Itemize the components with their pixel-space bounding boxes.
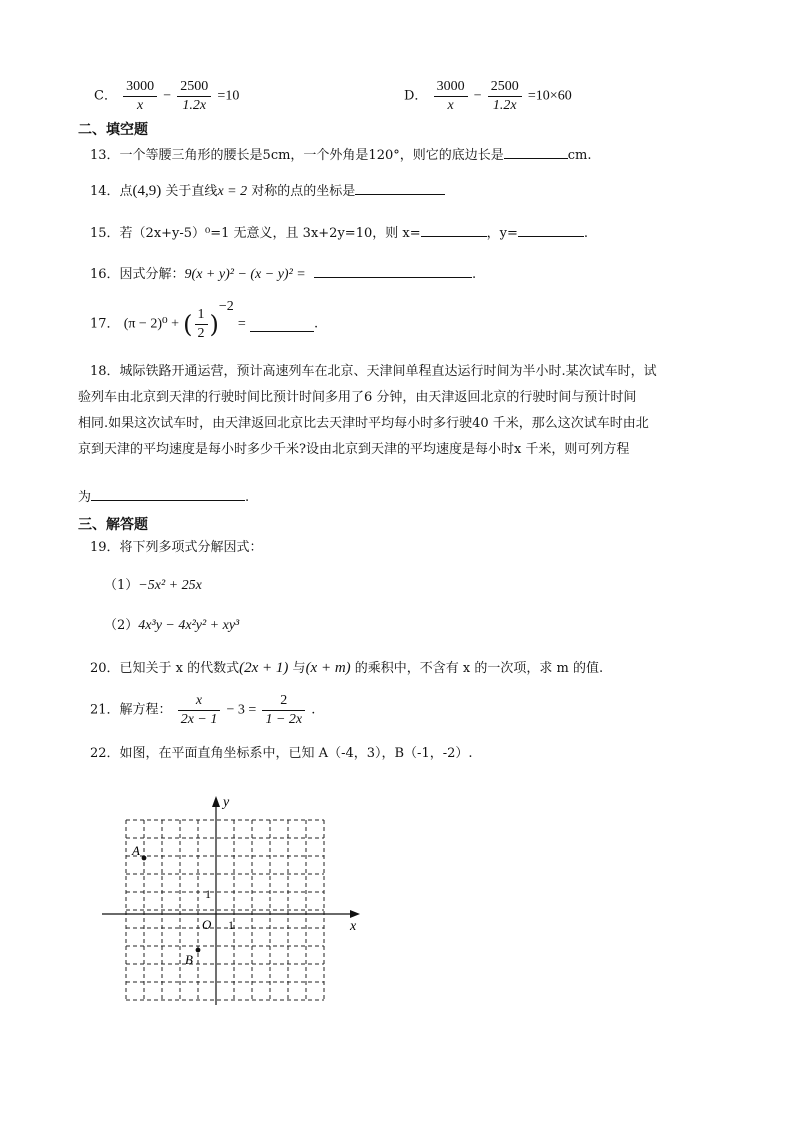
coordinate-grid-figure: [96, 790, 366, 1010]
question-18-line-4: 京到天津的平均速度是每小时多少千米?设由北京到天津的平均速度是每小时x 千米，则可列方程: [78, 442, 630, 457]
question-17-base: (π − 2)⁰ +: [123, 316, 179, 332]
question-16-blank[interactable]: [314, 263, 472, 278]
question-15-tail: .: [583, 226, 588, 241]
question-14-point: (4,9): [132, 183, 162, 199]
question-19: 19．将下列多项式分解因式：: [90, 540, 263, 555]
question-17-prefix: 17．: [90, 316, 120, 332]
question-18-line-1: 18．城际铁路开通运营，预计高速列车在北京、天津间单程直达运行时间为半小时.某次试车时，试: [90, 364, 657, 379]
question-18-line-5: [78, 486, 249, 508]
option-c-rhs: =10: [217, 88, 240, 104]
option-d: D． $\frac{3000}{x}$ − $\frac{2500}{1.2x}$ =10×60: [404, 79, 572, 113]
question-20-expression-1: (2x + 1): [239, 660, 289, 676]
x-axis-arrow-icon: [350, 910, 360, 918]
grid-lines: [126, 820, 324, 1000]
option-d-frac2-num: 2500: [488, 78, 522, 97]
question-14-line: x = 2: [217, 184, 248, 199]
option-d-frac2: [488, 78, 522, 115]
question-18-line-2: 验列车由北京到天津的行驶时间比预计时间多用了6 分钟，由天津返回北京的行驶时间与预计时间: [78, 390, 637, 405]
question-13-unit: cm.: [567, 148, 592, 163]
question-17-blank[interactable]: [250, 317, 314, 332]
question-17-tail: .: [313, 316, 319, 332]
question-21-mid: − 3 =: [226, 702, 257, 718]
question-17-exponent: −2: [218, 299, 234, 314]
option-c: C． $\frac{3000}{x}$ − $\frac{2500}{1.2x}$ =10: [94, 79, 240, 113]
x-axis-label: x: [350, 919, 357, 934]
question-13-blank[interactable]: [504, 144, 568, 159]
question-19-part-2-expression: 4x³y − 4x²y² + xy³: [138, 618, 240, 633]
section-2-heading: 二、填空题: [78, 122, 148, 138]
question-20-text-c: 的乘积中，不含有 x 的一次项，求 m 的值.: [350, 661, 604, 676]
point-a-label: A: [132, 843, 140, 858]
point-b-label: B: [185, 952, 193, 967]
question-20: [90, 658, 603, 679]
question-19-part-2: [104, 616, 239, 636]
x-unit-label: 1: [228, 918, 234, 932]
origin-label: O: [202, 917, 212, 932]
question-17-equals: =: [237, 316, 246, 332]
option-c-frac1-num: 3000: [123, 78, 157, 97]
option-d-frac1-num: 3000: [434, 78, 468, 97]
question-18-line-5-text: 为: [78, 490, 92, 505]
question-21: [90, 692, 315, 729]
point-b: [196, 948, 201, 953]
option-c-frac2-den: 1.2x: [182, 98, 207, 113]
question-21-frac1: [178, 692, 221, 729]
question-22: 22．如图，在平面直角坐标系中，已知 A（-4，3），B（-1，-2）.: [90, 746, 473, 761]
question-15: [90, 222, 588, 244]
question-14: [90, 180, 445, 202]
question-19-part-1-expression: −5x² + 25x: [138, 578, 202, 593]
question-17-fraction: [195, 306, 208, 343]
question-15-text-a: 15．若（2x+y-5）⁰=1 无意义，且 3x+2y=10，则 x=: [90, 226, 421, 241]
question-18-line-3: 相同.如果这次试车时，由天津返回北京比去天津时平均每小时多行驶40 千米，那么这次试车时由北: [78, 416, 649, 431]
question-14-suffix: 对称的点的坐标是: [247, 184, 356, 199]
question-17-frac-den: 2: [197, 326, 205, 341]
question-16-expression: 9(x + y)² − (x − y)² =: [184, 267, 306, 282]
question-14-prefix: 14．点: [90, 184, 133, 199]
question-15-blank-y[interactable]: [518, 222, 584, 237]
question-19-part-1: [104, 576, 202, 596]
question-21-frac1-den: 2x − 1: [180, 712, 218, 727]
point-a: [142, 856, 147, 861]
question-21-prefix: 21．解方程：: [90, 702, 172, 718]
option-c-label: C．: [94, 88, 117, 104]
question-16-tail: .: [472, 267, 477, 282]
question-13-text: 13．一个等腰三角形的腰长是5cm，一个外角是120°，则它的底边长是: [90, 148, 504, 163]
question-19-part-2-label: （2）: [104, 618, 139, 633]
option-c-frac2: [177, 78, 211, 115]
option-d-frac1: [434, 78, 468, 115]
y-unit-label: 1: [205, 887, 211, 901]
question-15-blank-x[interactable]: [421, 222, 487, 237]
option-c-frac1-den: x: [136, 98, 144, 113]
option-d-label: D．: [404, 88, 428, 104]
question-16-prefix: 16．因式分解：: [90, 267, 185, 282]
question-13: [90, 144, 591, 166]
question-18-blank[interactable]: [91, 486, 245, 501]
question-20-text-b: 与: [288, 661, 306, 676]
y-axis-label: y: [223, 795, 230, 810]
question-17-frac-num: 1: [195, 306, 208, 325]
question-20-text-a: 20．已知关于 x 的代数式: [90, 661, 240, 676]
option-d-frac2-den: 1.2x: [492, 98, 517, 113]
question-20-expression-2: (x + m): [305, 660, 351, 676]
question-16: [90, 263, 476, 285]
option-d-frac1-den: x: [447, 98, 454, 113]
option-d-rhs: =10×60: [527, 88, 572, 104]
question-21-frac2-num: 2: [262, 692, 305, 711]
question-19-part-1-label: （1）: [104, 578, 139, 593]
question-14-blank[interactable]: [355, 180, 445, 195]
section-3-heading: 三、解答题: [78, 517, 148, 533]
option-c-frac2-num: 2500: [177, 78, 211, 97]
question-21-frac2: [262, 692, 305, 729]
y-axis-arrow-icon: [212, 796, 220, 807]
question-21-tail: .: [311, 702, 316, 718]
question-15-text-b: ，y=: [486, 226, 518, 241]
option-c-frac1: [123, 78, 157, 115]
question-18-tail: .: [245, 490, 250, 505]
question-14-mid: 关于直线: [161, 184, 218, 199]
question-21-frac1-num: x: [178, 692, 221, 711]
question-21-frac2-den: 1 − 2x: [265, 712, 303, 727]
question-17: 17． (π − 2)⁰ + ( $\frac{1}{2}$ )$^{-2}$ = .: [90, 299, 319, 341]
